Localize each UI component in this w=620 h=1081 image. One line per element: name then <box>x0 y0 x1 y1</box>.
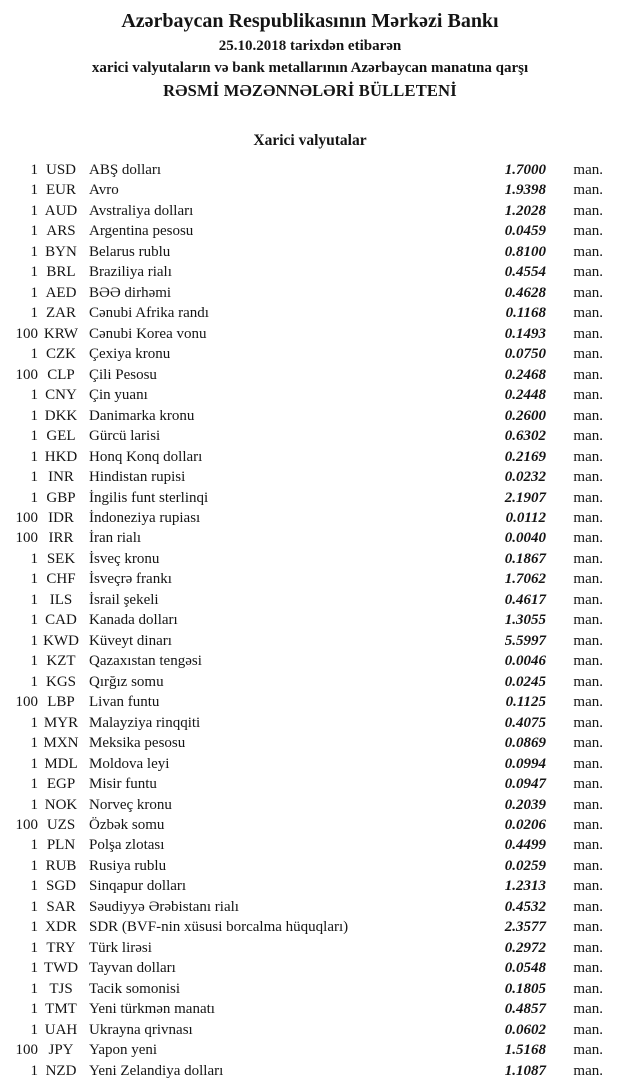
currency-name-cell: Malayziya rinqqiti <box>89 714 201 731</box>
rate-value-cell: 2.3577 <box>504 919 546 936</box>
currency-code-cell: MXN <box>43 735 79 752</box>
quantity-cell: 1 <box>30 182 38 199</box>
rate-row <box>0 467 620 487</box>
rate-value-cell: 0.4499 <box>504 837 546 854</box>
quantity-cell: 1 <box>30 612 38 629</box>
rate-row <box>0 303 620 323</box>
currency-name-cell: Ukrayna qrivnası <box>89 1021 193 1038</box>
currency-code-cell: GEL <box>46 428 76 445</box>
quantity-cell: 1 <box>30 346 38 363</box>
unit-cell: man. <box>573 1021 603 1038</box>
currency-name-cell: ABŞ dolları <box>89 162 162 178</box>
rate-value-cell: 1.7062 <box>504 571 546 588</box>
currency-name-cell: Özbək somu <box>89 817 165 833</box>
currency-code-cell: TJS <box>49 980 73 997</box>
rate-value-cell: 0.0206 <box>504 817 546 833</box>
currency-name-cell: Rusiya rublu <box>89 857 167 874</box>
rate-row <box>0 754 620 774</box>
currency-name-cell: İsveç kronu <box>89 550 160 567</box>
quantity-cell: 1 <box>30 796 38 813</box>
rate-value-cell: 0.0232 <box>504 469 546 486</box>
rate-value-cell: 0.0245 <box>504 673 546 690</box>
currency-code-cell: MYR <box>43 714 79 731</box>
quantity-cell: 1 <box>30 898 38 915</box>
currency-name-cell: Belarus rublu <box>89 243 171 260</box>
currency-code-cell: IDR <box>48 509 74 526</box>
rate-row <box>0 344 620 364</box>
currency-name-cell: BƏƏ dirhəmi <box>89 284 172 301</box>
unit-cell: man. <box>573 448 603 465</box>
rate-value-cell: 0.0046 <box>504 653 546 670</box>
unit-cell: man. <box>573 550 603 567</box>
rate-row <box>0 324 620 344</box>
rate-row <box>0 713 620 733</box>
rate-value-cell: 1.3055 <box>504 612 546 629</box>
unit-cell: man. <box>573 407 603 424</box>
currency-name-cell: Kanada dolları <box>89 612 178 629</box>
rate-row <box>0 835 620 855</box>
quantity-cell: 1 <box>30 202 38 219</box>
currency-code-cell: CZK <box>46 346 76 363</box>
rate-value-cell: 1.9398 <box>504 182 546 199</box>
rate-row <box>0 221 620 241</box>
rate-row <box>0 385 620 405</box>
rate-value-cell: 0.2448 <box>504 387 546 404</box>
rate-value-cell: 0.0112 <box>505 509 546 526</box>
rate-row <box>0 897 620 917</box>
currency-name-cell: Moldova leyi <box>89 755 170 772</box>
rate-value-cell: 0.0869 <box>504 735 546 752</box>
rate-value-cell: 0.4617 <box>504 591 546 608</box>
rate-value-cell: 0.6302 <box>504 428 546 445</box>
rate-row <box>0 488 620 508</box>
unit-cell: man. <box>573 489 603 506</box>
rate-row <box>0 160 620 180</box>
currency-code-cell: EGP <box>46 776 76 793</box>
bank-name-title: Azərbaycan Respublikasının Mərkəzi Bankı <box>121 10 499 32</box>
rate-value-cell: 1.1087 <box>504 1062 546 1079</box>
rate-row <box>0 1040 620 1060</box>
rate-row <box>0 365 620 385</box>
currency-code-cell: TMT <box>45 1001 77 1018</box>
quantity-cell: 1 <box>30 714 38 731</box>
unit-cell: man. <box>573 694 603 711</box>
rate-value-cell: 0.4857 <box>504 1001 546 1018</box>
currency-code-cell: LBP <box>47 694 75 711</box>
quantity-cell: 1 <box>30 550 38 567</box>
rate-value-cell: 1.5168 <box>504 1042 546 1059</box>
unit-cell: man. <box>573 755 603 772</box>
rate-value-cell: 0.2039 <box>504 796 546 813</box>
currency-name-cell: Yapon yeni <box>89 1042 158 1059</box>
unit-cell: man. <box>573 571 603 588</box>
quantity-cell: 1 <box>30 448 38 465</box>
rate-value-cell: 0.1493 <box>504 325 546 342</box>
rate-row <box>0 447 620 467</box>
currency-name-cell: Misir funtu <box>89 776 157 793</box>
currency-code-cell: JPY <box>48 1042 74 1059</box>
quantity-cell: 1 <box>30 1001 38 1018</box>
rate-row <box>0 590 620 610</box>
currency-code-cell: DKK <box>44 407 78 424</box>
quantity-cell: 1 <box>30 571 38 588</box>
unit-cell: man. <box>573 837 603 854</box>
currency-code-cell: SAR <box>46 898 76 915</box>
rate-value-cell: 0.0259 <box>504 857 546 874</box>
currency-name-cell: Tacik somonisi <box>89 980 181 997</box>
scope-line: xarici valyutaların və bank metallarının Azərbaycan manatına qarşı <box>91 60 529 76</box>
unit-cell: man. <box>573 509 603 526</box>
quantity-cell: 100 <box>15 366 38 383</box>
effective-date-line: 25.10.2018 tarixdən etibarən <box>218 38 402 54</box>
currency-name-cell: Yeni Zelandiya dolları <box>89 1062 224 1079</box>
unit-cell: man. <box>573 817 603 833</box>
quantity-cell: 1 <box>30 632 38 649</box>
currency-code-cell: CAD <box>45 612 77 629</box>
rate-row <box>0 1061 620 1081</box>
currency-name-cell: Avro <box>89 182 119 199</box>
currency-code-cell: INR <box>48 469 74 486</box>
currency-code-cell: UZS <box>46 817 76 833</box>
rate-value-cell: 0.0947 <box>504 776 546 793</box>
quantity-cell: 100 <box>15 817 38 833</box>
quantity-cell: 1 <box>30 284 38 301</box>
currency-name-cell: Türk lirəsi <box>89 939 152 956</box>
currency-name-cell: Çin yuanı <box>89 387 148 404</box>
currency-name-cell: Honq Konq dolları <box>89 448 203 465</box>
rate-row <box>0 180 620 200</box>
unit-cell: man. <box>573 428 603 445</box>
currency-name-cell: Sinqapur dolları <box>89 878 187 895</box>
rate-value-cell: 0.2468 <box>504 366 546 383</box>
quantity-cell: 1 <box>30 162 38 178</box>
currency-code-cell: IRR <box>48 530 74 547</box>
rate-row <box>0 958 620 978</box>
quantity-cell: 1 <box>30 878 38 895</box>
rate-row <box>0 815 620 835</box>
unit-cell: man. <box>573 939 603 956</box>
quantity-cell: 1 <box>30 387 38 404</box>
quantity-cell: 1 <box>30 305 38 322</box>
unit-cell: man. <box>573 735 603 752</box>
unit-cell: man. <box>573 878 603 895</box>
currency-code-cell: KRW <box>43 325 79 342</box>
bulletin-title: RƏSMİ MƏZƏNNƏLƏRİ BÜLLETENİ <box>163 81 457 100</box>
quantity-cell: 1 <box>30 1062 38 1079</box>
currency-code-cell: SEK <box>46 550 76 567</box>
currency-name-cell: Küveyt dinarı <box>89 632 172 649</box>
rate-row <box>0 999 620 1019</box>
quantity-cell: 1 <box>30 776 38 793</box>
currency-name-cell: Cənubi Korea vonu <box>89 325 207 342</box>
rate-row <box>0 426 620 446</box>
currency-name-cell: Hindistan rupisi <box>89 469 186 486</box>
currency-code-cell: RUB <box>45 857 77 874</box>
rate-value-cell: 1.7000 <box>504 162 546 178</box>
rate-row <box>0 876 620 896</box>
unit-cell: man. <box>573 530 603 547</box>
quantity-cell: 1 <box>30 857 38 874</box>
unit-cell: man. <box>573 223 603 240</box>
unit-cell: man. <box>573 632 603 649</box>
currency-code-cell: UAH <box>44 1021 78 1038</box>
rate-value-cell: 0.2169 <box>504 448 546 465</box>
rate-value-cell: 0.0040 <box>504 530 546 547</box>
unit-cell: man. <box>573 366 603 383</box>
currency-code-cell: SGD <box>45 878 76 895</box>
rate-value-cell: 0.1125 <box>505 694 546 711</box>
unit-cell: man. <box>573 960 603 977</box>
rate-row <box>0 774 620 794</box>
currency-code-cell: NOK <box>44 796 78 813</box>
currency-code-cell: MDL <box>44 755 78 772</box>
unit-cell: man. <box>573 1042 603 1059</box>
unit-cell: man. <box>573 1062 603 1079</box>
unit-cell: man. <box>573 387 603 404</box>
currency-code-cell: ILS <box>49 591 73 608</box>
currency-name-cell: Argentina pesosu <box>89 223 194 240</box>
rate-value-cell: 1.2028 <box>504 202 546 219</box>
rate-row <box>0 1020 620 1040</box>
rate-row <box>0 979 620 999</box>
unit-cell: man. <box>573 653 603 670</box>
rate-value-cell: 0.2600 <box>504 407 546 424</box>
currency-name-cell: Tayvan dolları <box>89 960 176 977</box>
quantity-cell: 1 <box>30 428 38 445</box>
quantity-cell: 1 <box>30 243 38 260</box>
rate-row <box>0 549 620 569</box>
currency-name-cell: Danimarka kronu <box>89 407 195 424</box>
currency-name-cell: Meksika pesosu <box>89 735 186 752</box>
quantity-cell: 100 <box>15 325 38 342</box>
currency-name-cell: Braziliya rialı <box>89 264 172 281</box>
unit-cell: man. <box>573 919 603 936</box>
quantity-cell: 1 <box>30 223 38 240</box>
rate-value-cell: 0.4628 <box>504 284 546 301</box>
currency-code-cell: TRY <box>46 939 76 956</box>
rate-row <box>0 651 620 671</box>
section-title-foreign-currencies: Xarici valyutalar <box>253 132 367 149</box>
currency-code-cell: KGS <box>45 673 76 690</box>
currency-name-cell: Qırğız somu <box>89 673 164 690</box>
currency-code-cell: TWD <box>43 960 79 977</box>
quantity-cell: 1 <box>30 653 38 670</box>
quantity-cell: 1 <box>30 980 38 997</box>
unit-cell: man. <box>573 162 603 178</box>
rate-value-cell: 0.0548 <box>504 960 546 977</box>
rate-row <box>0 262 620 282</box>
quantity-cell: 1 <box>30 469 38 486</box>
rate-row <box>0 917 620 937</box>
unit-cell: man. <box>573 796 603 813</box>
unit-cell: man. <box>573 305 603 322</box>
unit-cell: man. <box>573 243 603 260</box>
rate-value-cell: 0.0750 <box>504 346 546 363</box>
currency-code-cell: BRL <box>46 264 76 281</box>
currency-name-cell: SDR (BVF-nin xüsusi borcalma hüquqları) <box>89 919 349 936</box>
rate-value-cell: 0.4075 <box>504 714 546 731</box>
rate-row <box>0 508 620 528</box>
quantity-cell: 100 <box>15 509 38 526</box>
currency-code-cell: ZAR <box>46 305 76 322</box>
quantity-cell: 1 <box>30 919 38 936</box>
rate-row <box>0 406 620 426</box>
currency-name-cell: Yeni türkmən manatı <box>89 1001 215 1018</box>
quantity-cell: 1 <box>30 591 38 608</box>
rate-value-cell: 0.0602 <box>504 1021 546 1038</box>
quantity-cell: 1 <box>30 939 38 956</box>
rate-value-cell: 1.2313 <box>504 878 546 895</box>
rate-row <box>0 242 620 262</box>
rate-value-cell: 0.4532 <box>504 898 546 915</box>
quantity-cell: 1 <box>30 673 38 690</box>
quantity-cell: 100 <box>15 694 38 711</box>
rate-row <box>0 672 620 692</box>
rate-row <box>0 733 620 753</box>
currency-name-cell: Səudiyyə Ərəbistanı rialı <box>89 898 239 915</box>
rate-value-cell: 0.0994 <box>504 755 546 772</box>
currency-code-cell: NZD <box>45 1062 77 1079</box>
rate-value-cell: 0.1805 <box>504 980 546 997</box>
rate-row <box>0 201 620 221</box>
currency-name-cell: Çexiya kronu <box>89 346 171 363</box>
currency-code-cell: KZT <box>46 653 76 670</box>
rate-value-cell: 0.4554 <box>504 264 546 281</box>
currency-name-cell: Gürcü larisi <box>89 428 161 445</box>
currency-code-cell: EUR <box>46 182 76 199</box>
currency-code-cell: ARS <box>46 223 76 240</box>
rate-value-cell: 0.8100 <box>504 243 546 260</box>
currency-code-cell: HKD <box>44 448 78 465</box>
currency-code-cell: AED <box>45 284 77 301</box>
currency-code-cell: XDR <box>45 919 77 936</box>
currency-name-cell: İndoneziya rupiası <box>89 509 201 526</box>
currency-name-cell: Avstraliya dolları <box>89 202 194 219</box>
currency-name-cell: Polşa zlotası <box>89 837 165 854</box>
unit-cell: man. <box>573 1001 603 1018</box>
currency-code-cell: CLP <box>47 366 75 383</box>
currency-name-cell: Livan funtu <box>89 694 160 711</box>
currency-name-cell: Qazaxıstan tengəsi <box>89 653 202 670</box>
unit-cell: man. <box>573 980 603 997</box>
rate-row <box>0 631 620 651</box>
rate-row <box>0 795 620 815</box>
unit-cell: man. <box>573 714 603 731</box>
rate-row <box>0 610 620 630</box>
currency-name-cell: İsveçrə frankı <box>89 571 172 588</box>
currency-code-cell: KWD <box>43 632 79 649</box>
currency-code-cell: PLN <box>46 837 76 854</box>
quantity-cell: 1 <box>30 1021 38 1038</box>
rate-row <box>0 692 620 712</box>
quantity-cell: 1 <box>30 837 38 854</box>
unit-cell: man. <box>573 182 603 199</box>
currency-name-cell: İran rialı <box>89 530 142 547</box>
unit-cell: man. <box>573 673 603 690</box>
rate-row <box>0 856 620 876</box>
unit-cell: man. <box>573 325 603 342</box>
currency-name-cell: İsrail şekeli <box>89 591 159 608</box>
currency-code-cell: USD <box>45 162 76 178</box>
currency-name-cell: Cənubi Afrika randı <box>89 305 209 322</box>
rate-value-cell: 0.1168 <box>505 305 546 322</box>
document-header <box>0 0 620 103</box>
unit-cell: man. <box>573 776 603 793</box>
quantity-cell: 1 <box>30 735 38 752</box>
rate-value-cell: 0.1867 <box>504 550 546 567</box>
rate-row <box>0 528 620 548</box>
rate-value-cell: 0.0459 <box>504 223 546 240</box>
unit-cell: man. <box>573 264 603 281</box>
quantity-cell: 1 <box>30 264 38 281</box>
quantity-cell: 1 <box>30 489 38 506</box>
rate-value-cell: 2.1907 <box>504 489 546 506</box>
unit-cell: man. <box>573 591 603 608</box>
unit-cell: man. <box>573 284 603 301</box>
quantity-cell: 100 <box>15 530 38 547</box>
unit-cell: man. <box>573 346 603 363</box>
currency-code-cell: CHF <box>46 571 76 588</box>
quantity-cell: 1 <box>30 407 38 424</box>
unit-cell: man. <box>573 898 603 915</box>
rate-row <box>0 283 620 303</box>
rate-row <box>0 938 620 958</box>
rate-row <box>0 569 620 589</box>
currency-name-cell: İngilis funt sterlinqi <box>89 489 209 506</box>
currency-name-cell: Norveç kronu <box>89 796 172 813</box>
currency-code-cell: GBP <box>46 489 76 506</box>
unit-cell: man. <box>573 857 603 874</box>
rate-value-cell: 5.5997 <box>504 632 546 649</box>
rate-value-cell: 0.2972 <box>504 939 546 956</box>
unit-cell: man. <box>573 202 603 219</box>
quantity-cell: 1 <box>30 960 38 977</box>
unit-cell: man. <box>573 612 603 629</box>
currency-name-cell: Çili Pesosu <box>89 366 157 383</box>
unit-cell: man. <box>573 469 603 486</box>
currency-code-cell: AUD <box>44 202 78 219</box>
rates-table <box>0 160 620 1081</box>
currency-code-cell: CNY <box>45 387 77 404</box>
currency-code-cell: BYN <box>45 243 77 260</box>
quantity-cell: 1 <box>30 755 38 772</box>
quantity-cell: 100 <box>15 1042 38 1059</box>
